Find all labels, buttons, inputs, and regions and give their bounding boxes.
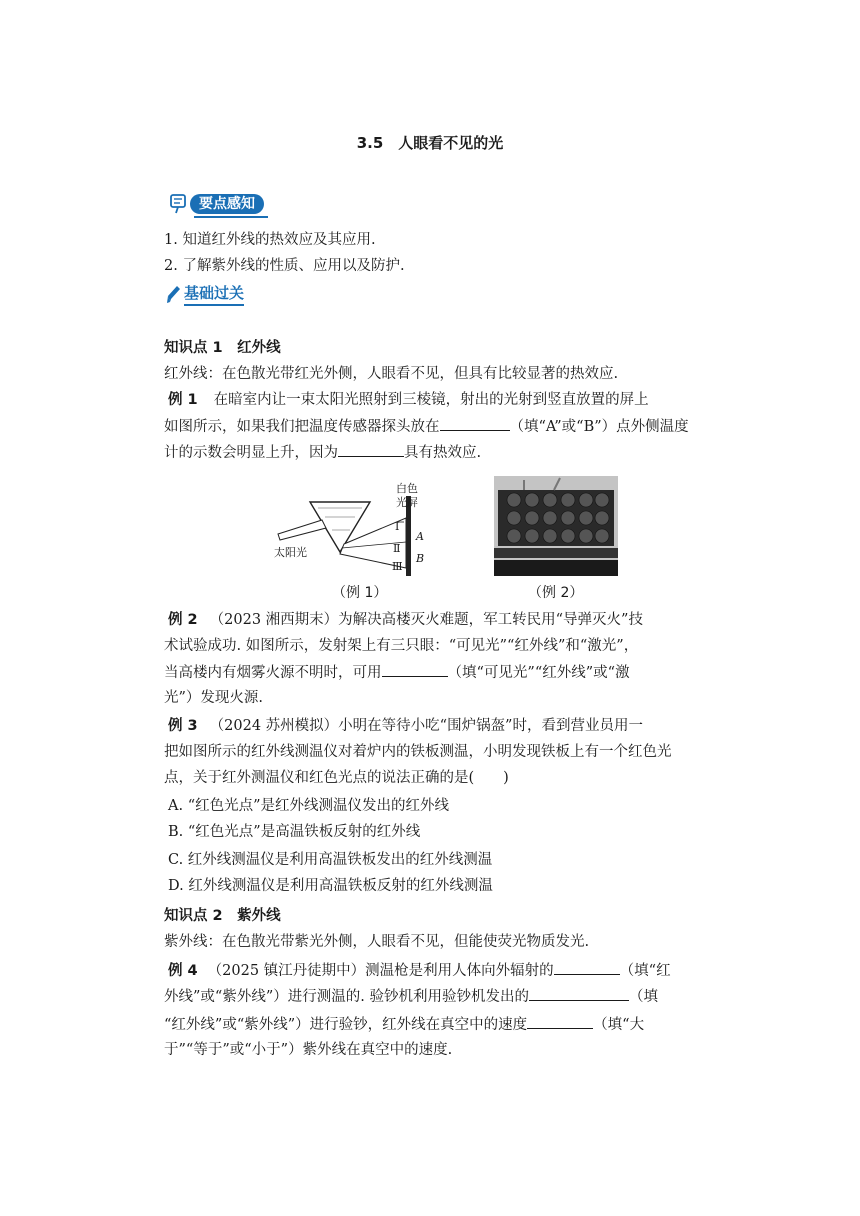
- ex4-text-1b: （填“红: [619, 963, 671, 979]
- ex2-text-3a: 当高楼内有烟雾火源不明时，可用: [164, 665, 382, 681]
- ex4-text-3a: “红外线”或“紫外线”）进行验钞，红外线在真空中的速度: [164, 1017, 528, 1033]
- basic-section-header: [166, 282, 244, 306]
- ex4-blank-3[interactable]: [527, 1014, 593, 1029]
- ex4-blank-2[interactable]: [529, 986, 629, 1001]
- ex4-text-2b: （填: [628, 989, 658, 1005]
- ex4-label: 例 4: [168, 963, 198, 979]
- figure-2-launcher-image: [494, 476, 618, 576]
- fig1-label-I: Ⅰ: [395, 520, 400, 533]
- kp2-definition: 紫外线：在色散光带紫光外侧，人眼看不见，但能使荧光物质发光.: [164, 934, 590, 950]
- ex2-blank[interactable]: [382, 662, 448, 677]
- ex4-text-2a: 外线”或“紫外线”）进行测温的. 验钞机利用验钞机发出的: [164, 989, 529, 1005]
- fig1-screen-label-2: 光屏: [396, 496, 418, 509]
- ex4-line2: [164, 986, 658, 1007]
- ex3-option-a[interactable]: A. “红色光点”是红外线测温仪发出的红外线: [168, 798, 450, 814]
- figure-1-caption: （例 1）: [332, 585, 388, 601]
- figure-2-caption: （例 2）: [528, 585, 584, 601]
- fig1-label-B: B: [416, 552, 425, 565]
- ex3-option-c[interactable]: C. 红外线测温仪是利用高温铁板发出的红外线测温: [168, 852, 493, 868]
- ex3-line3: 点，关于红外测温仪和红色光点的说法正确的是( ): [164, 770, 509, 786]
- ex3-option-d[interactable]: D. 红外线测温仪是利用高温铁板反射的红外线测温: [168, 878, 493, 894]
- basic-section-label: 基础过关: [184, 282, 244, 306]
- ex1-text-2a: 如图所示，如果我们把温度传感器探头放在: [164, 419, 440, 435]
- ex2-label: 例 2: [168, 612, 198, 628]
- point-2: 2. 了解紫外线的性质、应用以及防护.: [164, 258, 405, 274]
- key-points-badge: [168, 192, 264, 214]
- fig1-label-III: Ⅲ: [392, 560, 403, 573]
- ex1-line3: [164, 442, 481, 463]
- ex2-line1: [168, 610, 643, 630]
- ex4-blank-1[interactable]: [554, 960, 620, 975]
- kp2-heading: 知识点 2 紫外线: [164, 908, 281, 924]
- fig1-label-II: Ⅱ: [393, 542, 401, 555]
- ex3-line1: [168, 716, 643, 736]
- ex1-text-2b: （填“A”或“B”）点外侧温度: [509, 419, 689, 435]
- ex2-text-1: （2023 湘西期末）为解决高楼灭火难题，军工转民用“导弹灭火”技: [209, 612, 643, 628]
- ex4-text-1a: （2025 镇江丹徒期中）测温枪是利用人体向外辐射的: [207, 963, 554, 979]
- ex2-line3: [164, 662, 630, 683]
- pin-icon: [168, 192, 190, 214]
- ex1-blank-1[interactable]: [440, 416, 510, 431]
- ex2-text-3b: （填“可见光”“红外线”或“激: [447, 665, 630, 681]
- ex4-line1: [168, 960, 671, 981]
- ex2-line4: 光”）发现火源.: [164, 690, 264, 706]
- key-points-label: 要点感知: [190, 194, 264, 214]
- page-title: 3.5 人眼看不见的光: [356, 134, 504, 152]
- kp1-definition: 红外线：在色散光带红光外侧，人眼看不见，但具有比较显著的热效应.: [164, 366, 619, 382]
- pencil-icon: [166, 284, 182, 304]
- ex3-option-b[interactable]: B. “红色光点”是高温铁板反射的红外线: [168, 824, 421, 840]
- ex1-text-3b: 具有热效应.: [404, 445, 482, 461]
- ex1-text-3a: 计的示数会明显上升，因为: [164, 445, 338, 461]
- ex3-text-1: （2024 苏州模拟）小明在等待小吃“围炉锅盔”时，看到营业员用一: [209, 718, 643, 734]
- ex1-line1: [168, 390, 649, 410]
- ex3-label: 例 3: [168, 718, 198, 734]
- ex1-line2: [164, 416, 689, 437]
- ex2-line2: 术试验成功. 如图所示，发射架上有三只眼：“可见光”“红外线”和“激光”，: [164, 638, 639, 654]
- ex4-text-3b: （填“大: [593, 1017, 645, 1033]
- fig1-screen-label-1: 白色: [396, 482, 418, 495]
- kp1-heading: 知识点 1 红外线: [164, 340, 281, 356]
- ex4-line3: [164, 1014, 644, 1035]
- ex3-line2: 把如图所示的红外线测温仪对着炉内的铁板测温，小明发现铁板上有一个红色光: [164, 744, 672, 760]
- ex1-blank-2[interactable]: [338, 442, 404, 457]
- point-1: 1. 知道红外线的热效应及其应用.: [164, 232, 376, 248]
- fig1-label-A: A: [416, 530, 424, 543]
- ex1-label: 例 1: [168, 392, 198, 408]
- fig1-sun-label: 太阳光: [274, 546, 307, 559]
- figure-1-prism: [270, 482, 440, 577]
- ex1-text-1: 在暗室内让一束太阳光照射到三棱镜，射出的光射到竖直放置的屏上: [213, 392, 649, 408]
- ex4-line4: 于”“等于”或“小于”）紫外线在真空中的速度.: [164, 1042, 453, 1058]
